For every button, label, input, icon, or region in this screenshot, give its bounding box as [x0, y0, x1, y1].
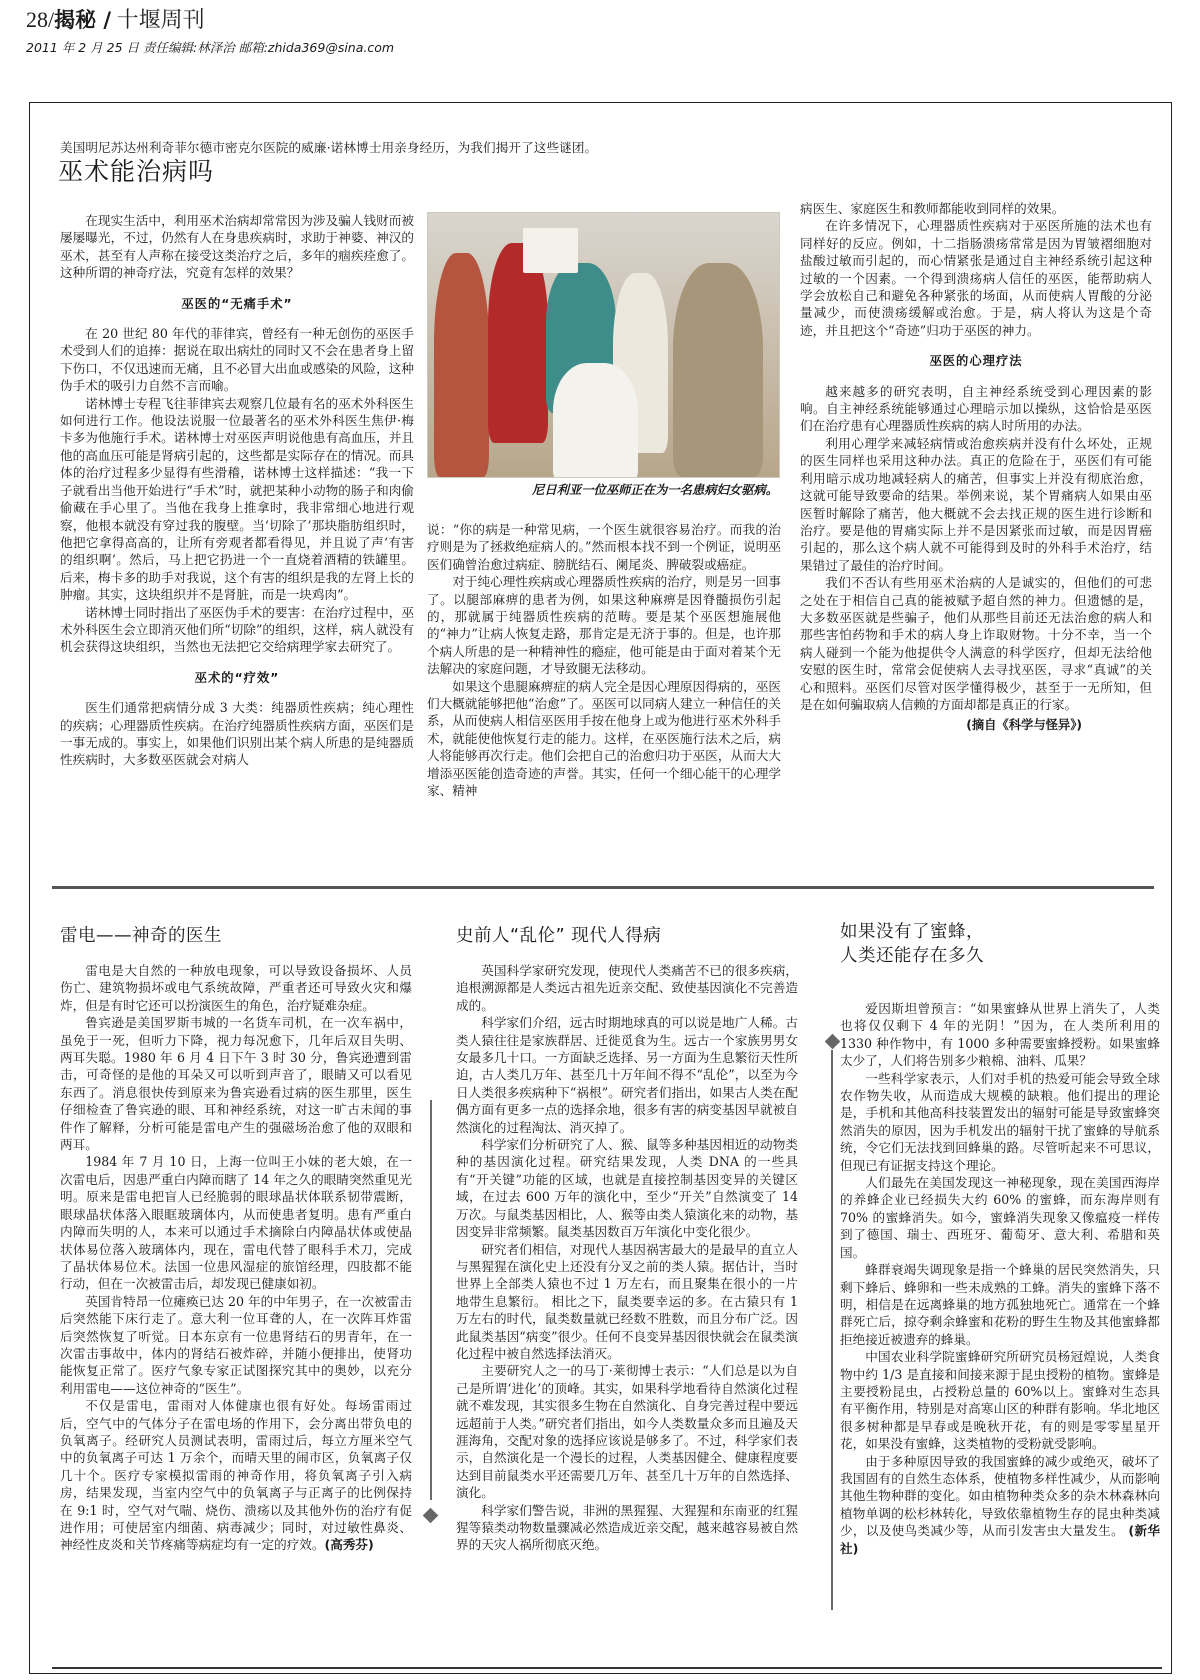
section-slash: /	[96, 8, 112, 32]
paragraph: 英国肯特昂一位瘫痪已达 20 年的中年男子，在一次被雷击后突然能下床行走了。意大利一位耳聋的人，在一次阵耳炸雷后突然恢复了听觉。日本东京有一位患肾结石的男青年，在一次雷击事故中，体内的肾结石被炸碎，并随小便排出，使肾功能恢复正常了。医疗气象专家正试图探究其中的奥妙，以充分利用雷电——这位神奇的“医生”。	[60, 1293, 412, 1396]
paragraph: 主要研究人之一的马丁·莱彻博士表示：“人们总是以为自己是所谓‘进化’的顶峰。其实，如果科学地看待自然演化过程就不难发现，其实很多生物在自然演化、自身完善过程中要远远超前于人类。”研究者们指出，如今人类数量众多而且遍及天涯海角，交配对象的选择应该说是够多了。不过，科学家们表示，自然演化是一个漫长的过程，人类基因健全、健康程度要达到目前鼠类水平还需要几万年、甚至几十万年的自然选择、演化。	[456, 1363, 798, 1501]
section-name: 揭秘	[54, 8, 97, 32]
page-number: 28/	[26, 7, 55, 32]
dateline: 2011 年 2 月 25 日 责任编辑:林泽治 邮箱:zhida369@sina.com	[26, 40, 395, 55]
column-divider	[430, 1100, 432, 1500]
paragraph: 在现实生活中，利用巫术治病却常常因为涉及骗人钱财而被屡屡曝光，不过，仍然有人在身患疾病时，求助于神婆、神汉的巫术，甚至有人声称在接受这类治疗之后，多年的痼疾痊愈了。这种所谓的神奇疗法，究竟有怎样的效果？	[60, 213, 414, 281]
photo-figure	[434, 253, 489, 477]
feature-kicker: 美国明尼苏达州利奇菲尔德市密克尔医院的威廉·诺林博士用亲身经历，为我们揭开了这些谜团。	[60, 140, 598, 155]
section-divider	[52, 886, 1154, 889]
paragraph: 研究者们相信，对现代人基因祸害最大的是最早的直立人与黑猩猩在演化史上还没有分叉之前的类人猿。据估计，当时世界上全部类人猿也不过 1 万左右，而且聚集在很小的一片地带生息繁衍。 相比之下，鼠类要幸运的多。在古猿只有 1 万左右的时代，鼠类数量就已经数不胜数，而且分布广泛。因此鼠类基因“病变”很少。任何不良变异基因很快就会在鼠类演化过程中被自然选择法消灭。	[456, 1241, 798, 1361]
article-2-body	[456, 962, 798, 1554]
feature-column-3	[800, 200, 1152, 735]
paragraph-text: 由于多种原因导致的我国蜜蜂的减少或绝灭，破坏了我国固有的自然生态体系，使植物多样性减少，从而影响其他生物种群的变化。如由植物种类众多的杂木林森林向植物单调的松杉林转化，导致依靠植物生存的昆虫种类减少，以及使鸟类减少等，从而引发害虫大量发生。	[840, 1453, 1160, 1539]
paragraph: 说：“你的病是一种常见病，一个医生就很容易治疗。而我的治疗则是为了拯救绝症病人的。”然而根本找不到一个例证，说明巫医们确曾治愈过病症、膀胱结石、阑尾炎、脾破裂或癌症。	[427, 522, 781, 572]
subheading: 巫医的心理疗法	[929, 354, 1023, 369]
article-3-title-line2: 人类还能存在多久	[840, 946, 984, 966]
column-divider	[831, 1050, 833, 1610]
paragraph: 诺林博士同时指出了巫医伪手术的要害：在治疗过程中，巫术外科医生会立即消灭他们所“切除”的组织，这样，病人就没有机会获得这块组织，当然也无法把它交给病理学家去研究了。	[60, 604, 414, 655]
paragraph: 1984 年 7 月 10 日，上海一位叫王小妹的老大娘，在一次雷电后，因患严重白内障而瞎了 14 年之久的眼睛突然重见光明。原来是雷电把盲人已经脆弱的眼球晶状体联系韧带震断，眼球晶状体落入眼眶玻璃体内，从而使患者复明。患有严重白内障而失明的人，本来可以通过手术摘除白内障晶状体或使晶状体易位落入玻璃体内，现在，雷电代替了眼科手术刀，完成了晶状体易位术。法国一位患风湿症的旅馆经理，四肢都不能行动，但在一次被雷击后，却发现已健康如初。	[60, 1154, 412, 1292]
article-1-title: 雷电——神奇的医生	[60, 926, 222, 946]
paragraph: 科学家们警告说，非洲的黑猩猩、大猩猩和东南亚的红猩猩等猿类动物数量骤减必然造成近亲交配，越来越容易被自然界的天灾人祸所彻底灭绝。	[456, 1502, 798, 1553]
paragraph: 科学家们分析研究了人、猴、鼠等多种基因相近的动物类种的基因演化过程。研究结果发现，人类 DNA 的一些具有“开关键”功能的区域，也就是直接控制基因变异的关键区域，在过去 600 万年的演化中，至少“开关”自然演变了 14 万次。与鼠类基因相比，人、猴等由类人猿演化来的动物，基因变异非常频繁。鼠类基因数百万年演化中变化很少。	[456, 1137, 798, 1240]
paragraph	[60, 1397, 412, 1554]
article-3-body	[840, 1000, 1160, 1557]
subheading: 巫术的“疗效”	[194, 670, 280, 685]
photo-figure-speaker	[673, 263, 763, 477]
publication-name: 十堰周刊	[116, 7, 205, 32]
paragraph: 爱因斯坦曾预言：“如果蜜蜂从世界上消失了，人类也将仅仅剩下 4 年的光阴！”因为，在人类所利用的 1330 种作物中，有 1000 多种需要蜜蜂授粉。如果蜜蜂太少了，人们将告别多少粮棉、油料、瓜果？	[840, 1001, 1160, 1069]
paragraph: 病医生、家庭医生和教师都能收到同样的效果。	[800, 201, 1065, 216]
photo-figure-kneeling	[553, 363, 638, 478]
paragraph: 科学家们介绍，远古时期地球真的可以说是地广人稀。古类人猿往往是家族群居、迁徙觅食为生。远古一个家族男男女女最多几十口。一方面缺乏选择、另一方面为生息繁衍天性所迫，古人类几万年、甚至几十万年间不得不“乱伦”，以至为今日人类很多疾病种下“祸根”。研究者们指出，如果古人类在配偶方面有更多一点的选择余地，很多有害的病变基因早就被自然演化的过程淘汰、消灭掉了。	[456, 1015, 798, 1135]
paragraph	[840, 1453, 1160, 1557]
masthead	[26, 6, 394, 56]
byline: (高秀芬)	[324, 1537, 374, 1553]
feature-column-1	[60, 212, 414, 769]
bottom-rule	[52, 1667, 1162, 1669]
paragraph: 利用心理学来减轻病情或治愈疾病并没有什么坏处，正规的医生同样也采用这种办法。真正的危险在于，巫医们有可能利用暗示成功地减轻病人的痛苦，但事实上并没有彻底治愈，这就可能导致要命的结果。举例来说，某个胃痛病人如果由巫医暂时解除了痛苦，他大概就不会去找正规的医生进行诊断和治疗。要是他的胃痛实际上并不是因紧张而过敏，而是因胃癌引起的，那么这个病人就不可能得到及时的外科手术治疗，结果错过了最佳的治疗时间。	[800, 435, 1152, 573]
paragraph: 医生们通常把病情分成 3 大类：纯器质性疾病；纯心理性的疾病；心理器质性疾病。在治疗纯器质性疾病方面，巫医们是一事无成的。事实上，如果他们识别出某个病人所患的是纯器质性疾病时，大多数巫医就会对病人	[60, 700, 414, 768]
paragraph: 我们不否认有些用巫术治病的人是诚实的，但他们的可悲之处在于相信自己真的能被赋予超自然的神力。但遗憾的是，大多数巫医就是些骗子，他们从那些目前还无法治愈的病人和那些害怕药物和手术的病人身上诈取财物。十分不幸，当一个病人碰到一个能为他提供令人满意的科学医疗，但却无法给他安慰的医生时，常常会促使病人去寻找巫医，寻求“真诚”的关心和照料。巫医们尽管对医学懂得极少，甚至于一无所知，但是在如何骗取病人信赖的方面却都是真正的行家。	[800, 575, 1152, 712]
subheading: 巫医的“无痛手术”	[181, 296, 293, 311]
feature-title: 巫术能治病吗	[58, 157, 215, 186]
feature-column-2	[427, 521, 781, 800]
paragraph: 对于纯心理性疾病或心理器质性疾病的治疗，则是另一回事了。以腿部麻痹的患者为例，如果这种麻痹是因脊髓损伤引起的，那就属于纯器质性疾病的范畴。要是某个巫医想施展他的“神力”让病人恢复走路，那肯定是无济于事的。但是，也许那个病人所患的是一种精神性的瘾症，他可能是由于面对着某个无法解决的家庭问题，才导致腿无法移动。	[427, 574, 781, 677]
feature-photo	[427, 212, 780, 478]
paragraph: 在 20 世纪 80 年代的菲律宾，曾经有一种无创伤的巫医手术受到人们的追捧：据说在取出病灶的同时又不会在患者身上留下伤口，不仅迅速而无痛，且不必冒大出血或感染的风险，这种伪手术的吸引力自然不言而喻。	[60, 326, 414, 394]
paragraph: 中国农业科学院蜜蜂研究所研究员杨冠煌说，人类食物中约 1/3 是直接和间接来源于昆虫授粉的植物。蜜蜂是主要授粉昆虫，占授粉总量的 60%以上。蜜蜂对生态具有平衡作用，特别是对高寒山区的种群有影响。华北地区很多树种都是早春或是晚秋开花，有的则是零零星星开花，如果没有蜜蜂，这类植物的受粉就受影响。	[840, 1349, 1160, 1452]
article-3-title-line1: 如果没有了蜜蜂，	[840, 922, 984, 942]
masthead-title	[26, 6, 394, 34]
paragraph: 英国科学家研究发现，使现代人类痛苦不已的很多疾病，追根溯源都是人类远古祖先近亲交配、致使基因演化不完善造成的。	[456, 963, 798, 1013]
photo-figure	[488, 243, 548, 443]
paragraph: 在许多情况下，心理器质性疾病对于巫医所施的法术也有同样好的反应。例如，十二指肠溃疡常常是因为胃皱褶细胞对盐酸过敏而引起的，而心情紧张是通过自主神经系统引起这种过敏的一个因素。一个得到溃疡病人信任的巫医，能帮助病人学会放松自己和避免各种紧张的场面，从而使病人胃酸的分泌量减少，而使溃疡缓解或治愈。于是，病人将认为这是个奇迹，并且把这个“奇迹”归功于巫医的神力。	[800, 218, 1152, 338]
article-3-title	[840, 920, 984, 968]
byline: (新华社)	[840, 1523, 1160, 1556]
paragraph: 一些科学家表示，人们对手机的热爱可能会导致全球农作物失收，从而造成大规模的缺粮。他们提出的理论是，手机和其他高科技装置发出的辐射可能是导致蜜蜂突然消失的原因，因为手机发出的辐射干扰了蜜蜂的导航系统，令它们无法找到回蜂巢的路。尽管听起来不可思议，但现已有证据支持这个理论。	[840, 1070, 1160, 1173]
paragraph: 雷电是大自然的一种放电现象，可以导致设备损坏、人员伤亡、建筑物损坏或电气系统故障，严重者还可导致火灾和爆炸，但是有时它还可以扮演医生的角色，治疗疑难杂症。	[60, 963, 412, 1013]
photo-caption: 尼日利亚一位巫师正在为一名患病妇女驱病。	[532, 483, 778, 497]
paragraph: 诺林博士专程飞往菲律宾去观察几位最有名的巫术外科医生如何进行工作。他设法说服一位最著名的巫术外科医生焦伊·梅卡多为他施行手术。诺林博士对巫医声明说他患有高血压，并且他的高血压可能是肾病引起的，这些都是实际存在的情况。而具体的治疗过程多少显得有些滑稽，诺林博士这样描述：“我一下子就看出当他开始进行“手术”时，就把某种小动物的肠子和肉偷偷藏在手心里了。当他在我身上推拿时，我非常细心地进行观察，他根本就没有穿过我的腹壁。当‘切除了’那块脂肪组织时，他把它拿得高高的，让所有旁观者都看得见，并且说了声‘有害的组织啊’。然后，马上把它扔进一个一直烧着酒精的铁罐里。后来，梅卡多的助手对我说，这个有害的组织是我的左肾上长的肿瘤。其实，这块组织并不是肾脏，而是一块鸡肉”。	[60, 395, 414, 603]
paragraph: 如果这个患腿麻痹症的病人完全是因心理原因得病的，巫医们大概就能够把他“治愈”了。巫医可以同病人建立一种信任的关系，从而使病人相信巫医用手按在他身上或为他进行巫术外科手术，就能使他恢复行走的能力。这样，在巫医施行法术之后，病人将能够再次行走。他们会把自己的治愈归功于巫医，从而大大增添巫医能创造奇迹的声誉。其实，任何一个细心能干的心理学家、精神	[427, 678, 781, 799]
paragraph-text: 不仅是雷电，雷雨对人体健康也很有好处。每场雷雨过后，空气中的气体分子在雷电场的作用下，会分离出带负电的负氧离子。经研究人员测试表明，雷雨过后，每立方厘米空气中的负氧离子可达 1 万余个，而晴天里的闹市区，负氧离子仅几十个。医疗专家模拟雷雨的神奇作用，将负氧离子引入病房，结果发现，当室内空气中的负氧离子与正离子的比例保持在 9:1 时，空气对气喘、烧伤、溃疡以及其他外伤的治疗有促进作用；可使居室内细菌、病毒减少；同时，对过敏性鼻炎、神经性皮炎和关节疼痛等病症均有一定的疗效。	[60, 1398, 412, 1553]
paragraph: 鲁宾逊是美国罗斯韦城的一名货车司机，在一次车祸中，虽免于一死，但听力下降，视力每况愈下，几年后双目失明、两耳失聪。1980 年 6 月 4 日下午 3 时 30 分，鲁宾逊遭到雷击，可奇怪的是他的耳朵又可以听到声音了，眼睛又可以看见东西了。消息很快传到原来为鲁宾逊看过病的医生那里，医生仔细检查了鲁宾逊的眼、耳和神经系统，对这一旷古未闻的事件作了解释，分析可能是雷电产生的强磁场治愈了他的双眼和两耳。	[60, 1015, 412, 1153]
photo-sign	[523, 228, 578, 273]
paragraph: 蜂群衰竭失调现象是指一个蜂巢的居民突然消失，只剩下蜂后、蜂卵和一些未成熟的工蜂。消失的蜜蜂下落不明，相信是在远离蜂巢的地方孤独地死亡。通常在一个蜂群死亡后，掠夺剩余蜂蜜和花粉的野生生物及其他蜜蜂都拒绝接近被遗弃的蜂巢。	[840, 1262, 1160, 1347]
paragraph: 人们最先在美国发现这一神秘现象，现在美国西海岸的养蜂企业已经损失大约 60% 的蜜蜂，而东海岸则有 70% 的蜜蜂消失。如今，蜜蜂消失现象又像瘟疫一样传到了德国、瑞士、西班牙、葡萄牙、意大利、希腊和英国。	[840, 1175, 1160, 1260]
article-1-body	[60, 962, 412, 1554]
source-credit: (摘自《科学与怪异》)	[966, 718, 1082, 733]
article-2-title: 史前人“乱伦” 现代人得病	[456, 926, 662, 946]
paragraph: 越来越多的研究表明，自主神经系统受到心理因素的影响。自主神经系统能够通过心理暗示加以操纵，这恰恰是巫医们在治疗患有心理器质性疾病的病人时所用的办法。	[800, 383, 1152, 434]
